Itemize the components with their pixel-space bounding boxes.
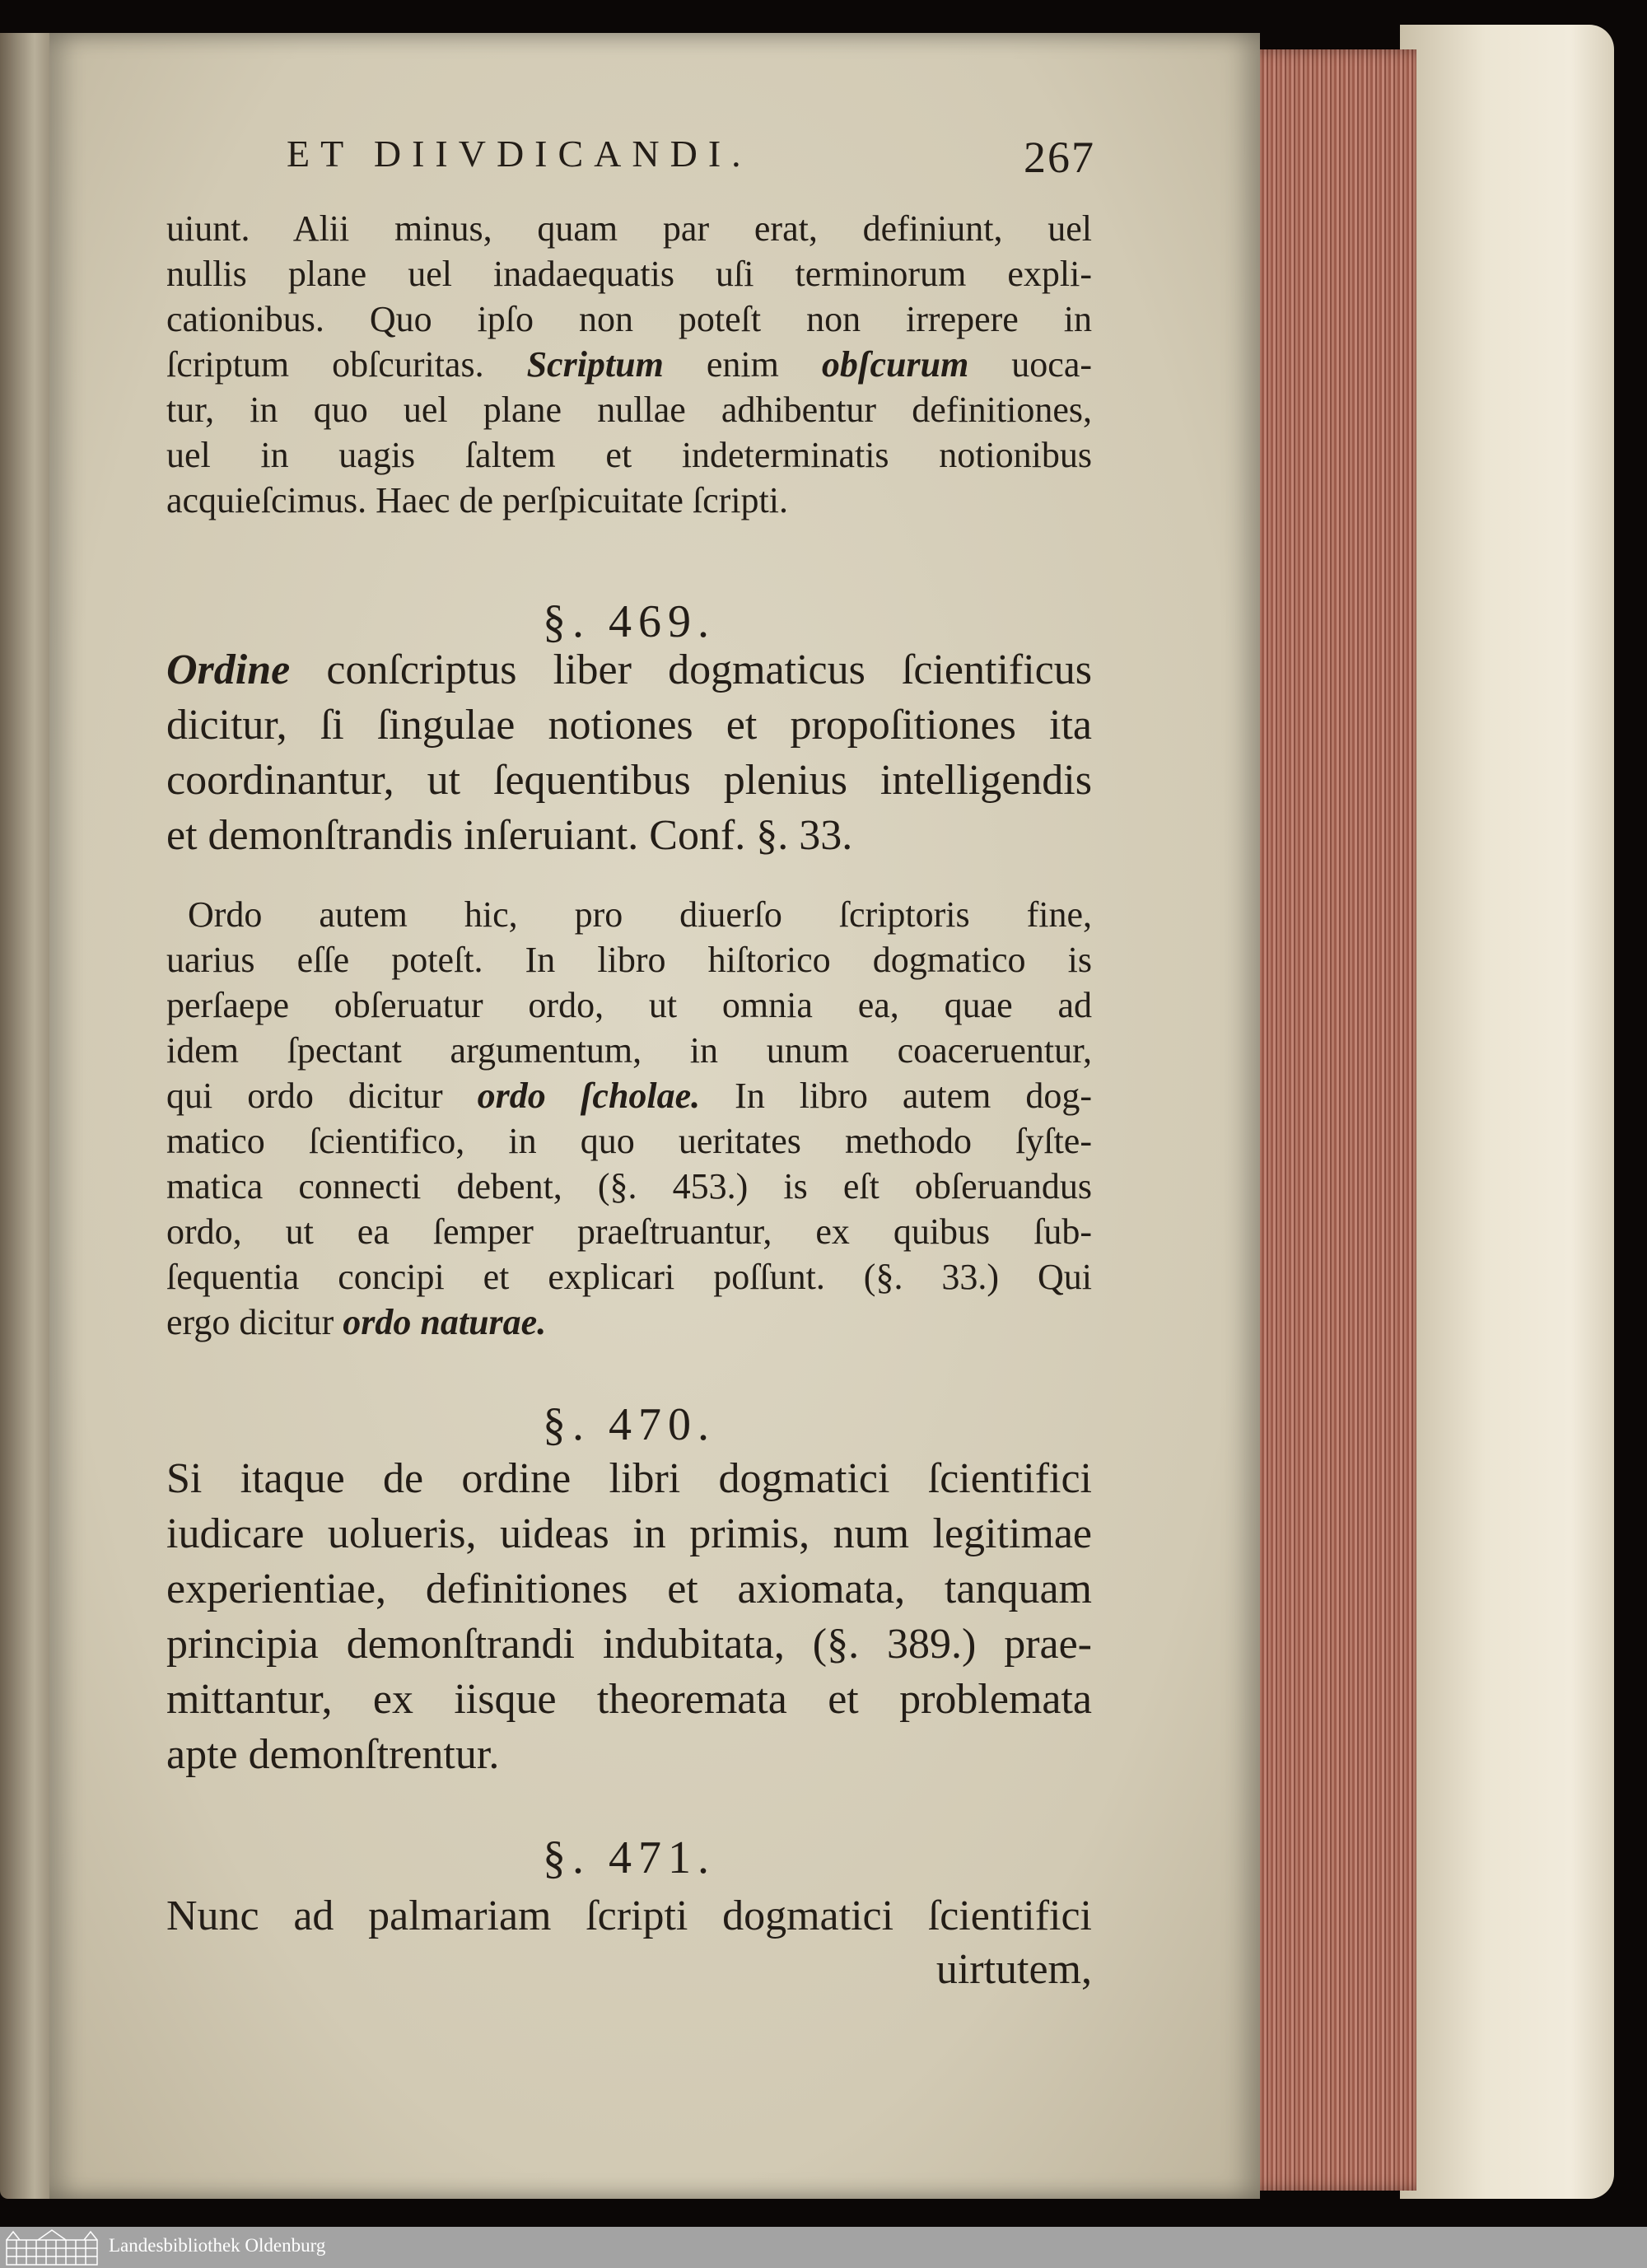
text-line — [166, 1451, 1092, 1506]
text-run: qui ordo dicitur — [166, 1076, 478, 1116]
library-name: Landesbibliothek Oldenburg — [109, 2235, 326, 2256]
text-line — [166, 387, 1092, 432]
text-line — [166, 251, 1092, 296]
text-run: matico ſcientifico, in quo ueritates methodo ſyſte- — [166, 1121, 1092, 1161]
text-line — [166, 1943, 1092, 1996]
text-line — [166, 1209, 1092, 1254]
text-run: ergo dicitur — [166, 1302, 343, 1342]
section-heading-471: §. 471. — [543, 1832, 716, 1883]
text-run: uoca- — [968, 344, 1093, 385]
text-line — [166, 698, 1092, 753]
paragraph — [166, 206, 1092, 523]
italic-text: ordo ſcholae. — [477, 1076, 701, 1116]
text-line — [166, 982, 1092, 1028]
text-run: enim — [663, 344, 822, 385]
text-run: experientiae, definitiones et axiomata, tanquam — [166, 1566, 1092, 1612]
text-line — [166, 478, 1092, 523]
text-line — [166, 1617, 1092, 1672]
text-run: cationibus. Quo ipſo non poteſt non irrepere in — [166, 299, 1092, 339]
text-line — [166, 1672, 1092, 1727]
text-run: apte demonſtrentur. — [166, 1731, 500, 1778]
paragraph — [166, 1451, 1092, 1782]
text-run: principia demonſtrandi indubitata, (§. 389.) prae- — [166, 1621, 1092, 1668]
text-line — [166, 642, 1092, 698]
text-line — [166, 1506, 1092, 1561]
text-line — [166, 808, 1092, 863]
text-line — [166, 1073, 1092, 1118]
text-run: tur, in quo uel plane nullae adhibentur definitiones, — [166, 390, 1092, 430]
text-run: et demonſtrandis inſeruiant. Conf. §. 33. — [166, 812, 853, 859]
text-run: In libro autem dog- — [700, 1076, 1093, 1116]
section-heading-470: §. 470. — [543, 1399, 716, 1450]
library-footer — [0, 2227, 1647, 2268]
text-run: uiunt. Alii minus, quam par erat, definiunt, uel — [166, 208, 1092, 249]
text-line — [166, 1889, 1092, 1943]
text-run: dicitur, ſi ſingulae notiones et propoſitiones ita — [166, 702, 1092, 749]
text-run: idem ſpectant argumentum, in unum coaceruentur, — [166, 1030, 1092, 1071]
text-line — [166, 1028, 1092, 1073]
text-run: uirtutem, — [935, 1946, 1092, 1993]
book-cover — [1400, 25, 1614, 2199]
text-line — [166, 753, 1092, 808]
page-number: 267 — [1024, 133, 1095, 182]
text-run: Nunc ad palmariam ſcripti dogmatici ſcientifici — [166, 1892, 1092, 1939]
text-run: perſaepe obſeruatur ordo, ut omnia ea, quae ad — [166, 985, 1092, 1025]
page-fore-edge — [1243, 49, 1416, 2191]
text-run: uel in uagis ſaltem et indeterminatis notionibus — [166, 435, 1092, 475]
section-heading-469: §. 469. — [543, 596, 716, 647]
text-line — [166, 432, 1092, 478]
italic-text: Ordine — [166, 646, 291, 693]
text-run: iudicare uolueris, uideas in primis, num legitimae — [166, 1510, 1092, 1557]
running-header — [165, 132, 1095, 181]
text-run: Si itaque de ordine libri dogmatici ſcientifici — [166, 1455, 1092, 1502]
text-line — [166, 342, 1092, 387]
text-line — [166, 937, 1092, 982]
text-run: ſcriptum obſcuritas. — [166, 344, 527, 385]
text-run: mittantur, ex iisque theoremata et problemata — [166, 1676, 1092, 1723]
text-run: acquieſcimus. Haec de perſpicuitate ſcripti. — [166, 480, 789, 520]
italic-text: obſcurum — [821, 344, 969, 385]
text-line — [166, 206, 1092, 251]
italic-text: Scriptum — [526, 344, 664, 385]
text-run: matica connecti debent, (§. 453.) is eſt obſeruandus — [166, 1166, 1092, 1206]
text-run: ſequentia concipi et explicari poſſunt. (§. 33.) Qui — [166, 1257, 1092, 1297]
text-line — [166, 1164, 1092, 1209]
running-title: ET DIIVDICANDI. — [287, 133, 752, 175]
paragraph — [166, 1889, 1092, 1996]
text-line — [166, 1561, 1092, 1617]
text-run: conſcriptus liber dogmaticus ſcientificus — [290, 646, 1092, 693]
text-line — [166, 296, 1092, 342]
text-run: ordo, ut ea ſemper praeſtruantur, ex quibus ſub- — [166, 1211, 1092, 1252]
text-line — [166, 1118, 1092, 1164]
text-run: coordinantur, ut ſequentibus plenius intelligendis — [166, 757, 1092, 804]
text-line — [166, 892, 1092, 937]
text-run: uarius eſſe poteſt. In libro hiſtorico dogmatico is — [166, 940, 1092, 980]
library-building-logo — [5, 2228, 100, 2266]
italic-text: ordo naturae. — [343, 1302, 547, 1342]
text-line — [166, 1300, 1092, 1345]
paragraph — [166, 642, 1092, 863]
text-line — [166, 1254, 1092, 1300]
text-line — [166, 1727, 1092, 1782]
text-run: nullis plane uel inadaequatis uſi terminorum expli- — [166, 254, 1092, 294]
paragraph-note — [166, 892, 1092, 1345]
text-run: Ordo autem hic, pro diuerſo ſcriptoris fine, — [188, 894, 1092, 935]
